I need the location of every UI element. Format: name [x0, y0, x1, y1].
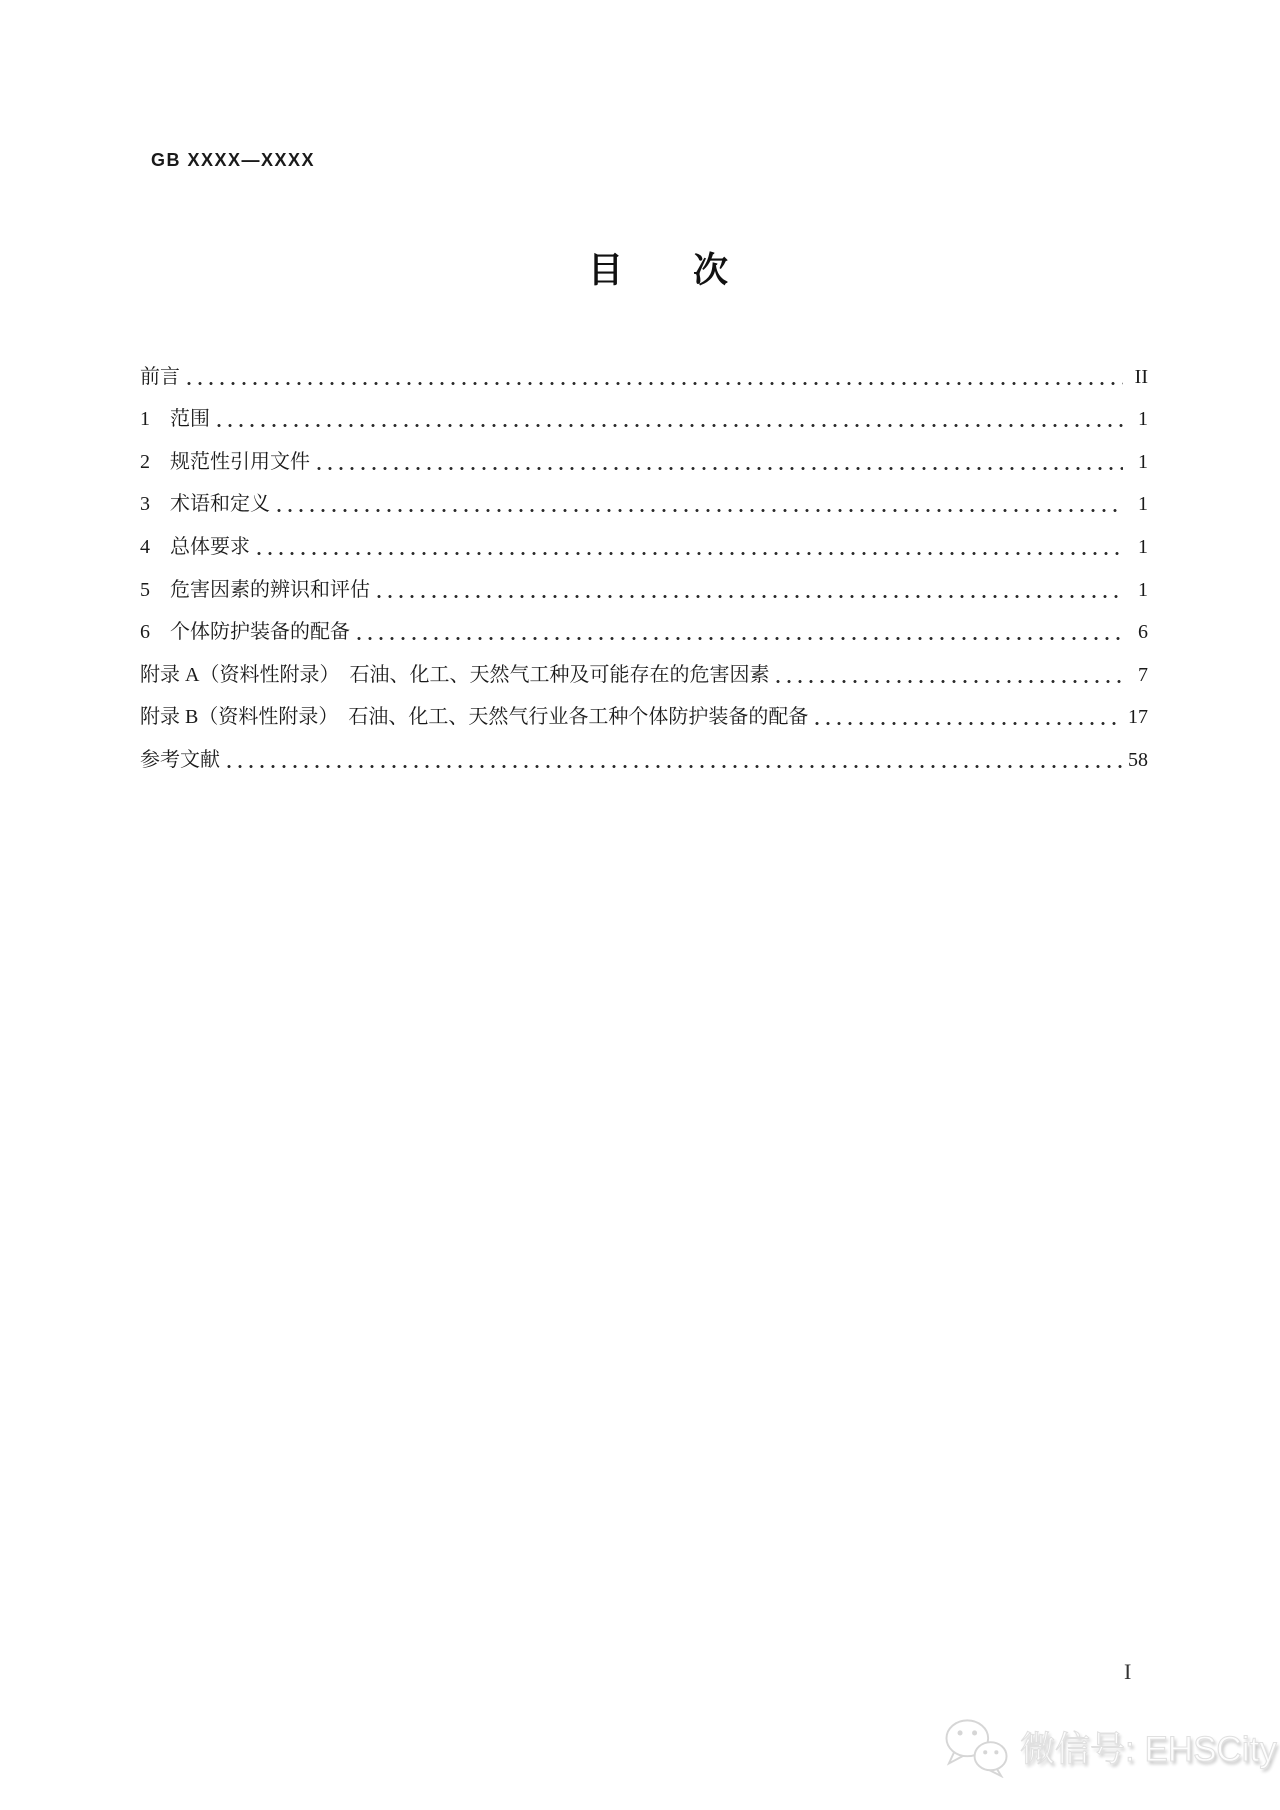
toc-entry [140, 484, 1148, 527]
toc-entry-label: 4 总体要求 [140, 535, 250, 558]
dot-leader [317, 466, 1123, 471]
toc-entry [140, 356, 1148, 399]
wechat-icon [942, 1716, 1012, 1778]
toc-entry [140, 399, 1148, 442]
dot-leader [357, 636, 1123, 641]
toc-page-number: 1 [1138, 450, 1148, 473]
toc-entry-label: 3 术语和定义 [140, 493, 270, 516]
dot-leader [377, 594, 1123, 599]
toc-entry [140, 441, 1148, 484]
standard-number-header: GB XXXX—XXXX [151, 150, 316, 170]
toc-entry [140, 526, 1148, 569]
toc-entry-label: 1 范围 [140, 408, 210, 431]
dot-leader [227, 764, 1123, 769]
dot-leader [776, 679, 1123, 684]
watermark-text: 微信号: EHSCity [1020, 1730, 1277, 1769]
dot-leader [815, 721, 1123, 726]
page-title: 目 次 [588, 251, 729, 290]
toc-page-number: 58 [1128, 748, 1148, 771]
toc-entry [140, 612, 1148, 655]
toc-entry [140, 654, 1148, 697]
toc-entry-label: 附录 A（资料性附录） 石油、化工、天然气工种及可能存在的危害因素 [140, 663, 770, 686]
toc-page-number: II [1134, 365, 1148, 388]
toc-page-number: 1 [1138, 408, 1148, 431]
watermark [942, 1716, 1277, 1778]
toc-entry-label: 5 危害因素的辨识和评估 [140, 578, 370, 601]
dot-leader [217, 423, 1123, 428]
toc-page-number: 17 [1128, 706, 1148, 729]
toc-entry [140, 739, 1148, 782]
toc-entry-label: 前言 [140, 365, 180, 388]
toc-page-number: 1 [1138, 493, 1148, 516]
table-of-contents [140, 356, 1148, 782]
dot-leader [187, 381, 1123, 386]
toc-entry [140, 697, 1148, 740]
toc-entry-label: 附录 B（资料性附录） 石油、化工、天然气行业各工种个体防护装备的配备 [140, 706, 809, 729]
toc-page-number: 1 [1138, 535, 1148, 558]
toc-entry-label: 2 规范性引用文件 [140, 450, 310, 473]
toc-entry-label: 参考文献 [140, 748, 220, 771]
toc-page-number: 1 [1138, 578, 1148, 601]
dot-leader [277, 508, 1123, 513]
toc-page-number: 7 [1138, 663, 1148, 686]
toc-page-number: 6 [1138, 621, 1148, 644]
toc-entry-label: 6 个体防护装备的配备 [140, 621, 350, 644]
dot-leader [257, 551, 1123, 556]
toc-entry [140, 569, 1148, 612]
page-number-folio: I [1124, 1659, 1132, 1684]
